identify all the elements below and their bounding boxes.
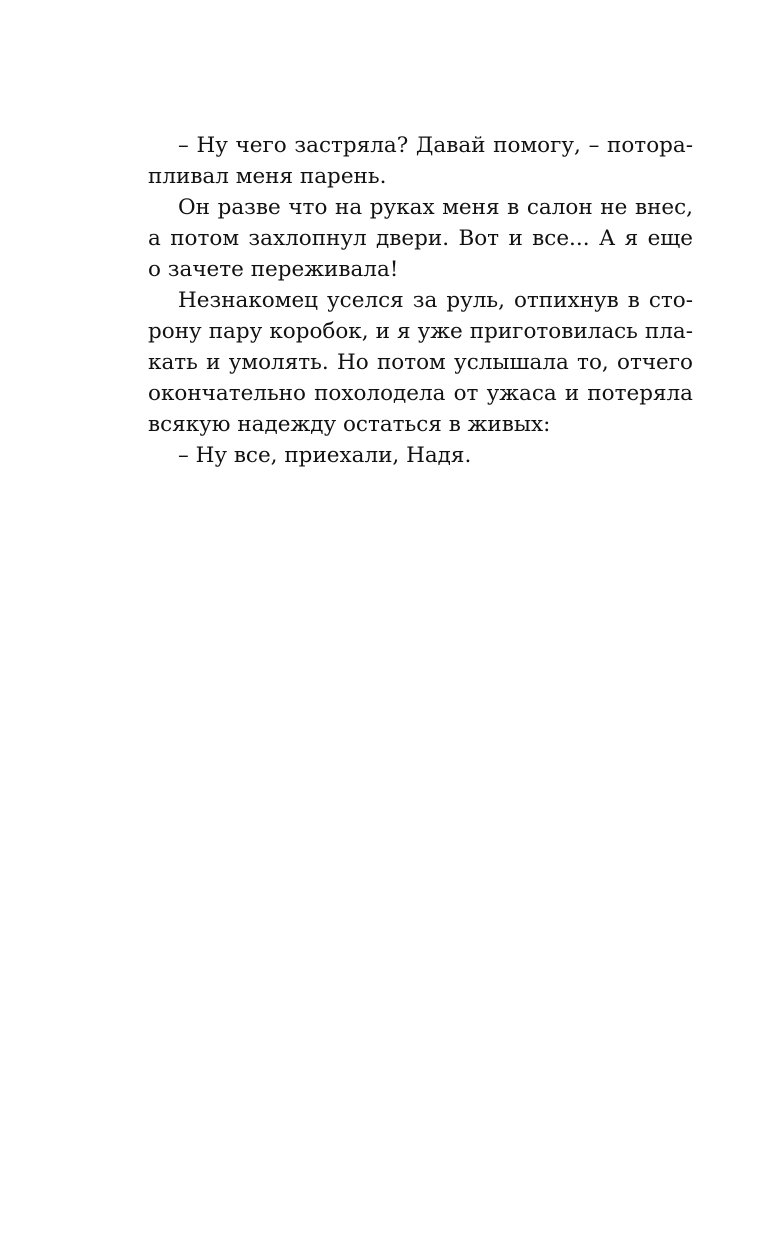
text-line: пливал меня парень. xyxy=(148,164,387,189)
text-line: а потом захлопнул двери. Вот и все... А я еще xyxy=(148,226,693,251)
text-line: о зачете переживала! xyxy=(148,257,399,282)
text-line: окончательно похолодела от ужаса и потеряла xyxy=(148,381,693,406)
text-line: Он разве что на руках меня в салон не внес, xyxy=(178,195,693,220)
text-line: Незнакомец уселся за руль, отпихнув в сто- xyxy=(178,288,693,313)
text-line: – Ну чего застряла? Давай помогу, – потора- xyxy=(178,133,693,158)
text-line: – Ну все, приехали, Надя. xyxy=(178,443,472,468)
text-line: всякую надежду остаться в живых: xyxy=(148,412,551,437)
text-line: кать и умолять. Но потом услышала то, отчего xyxy=(148,350,693,375)
page-text xyxy=(148,130,693,471)
text-line: рону пару коробок, и я уже приготовилась пла- xyxy=(148,319,693,344)
